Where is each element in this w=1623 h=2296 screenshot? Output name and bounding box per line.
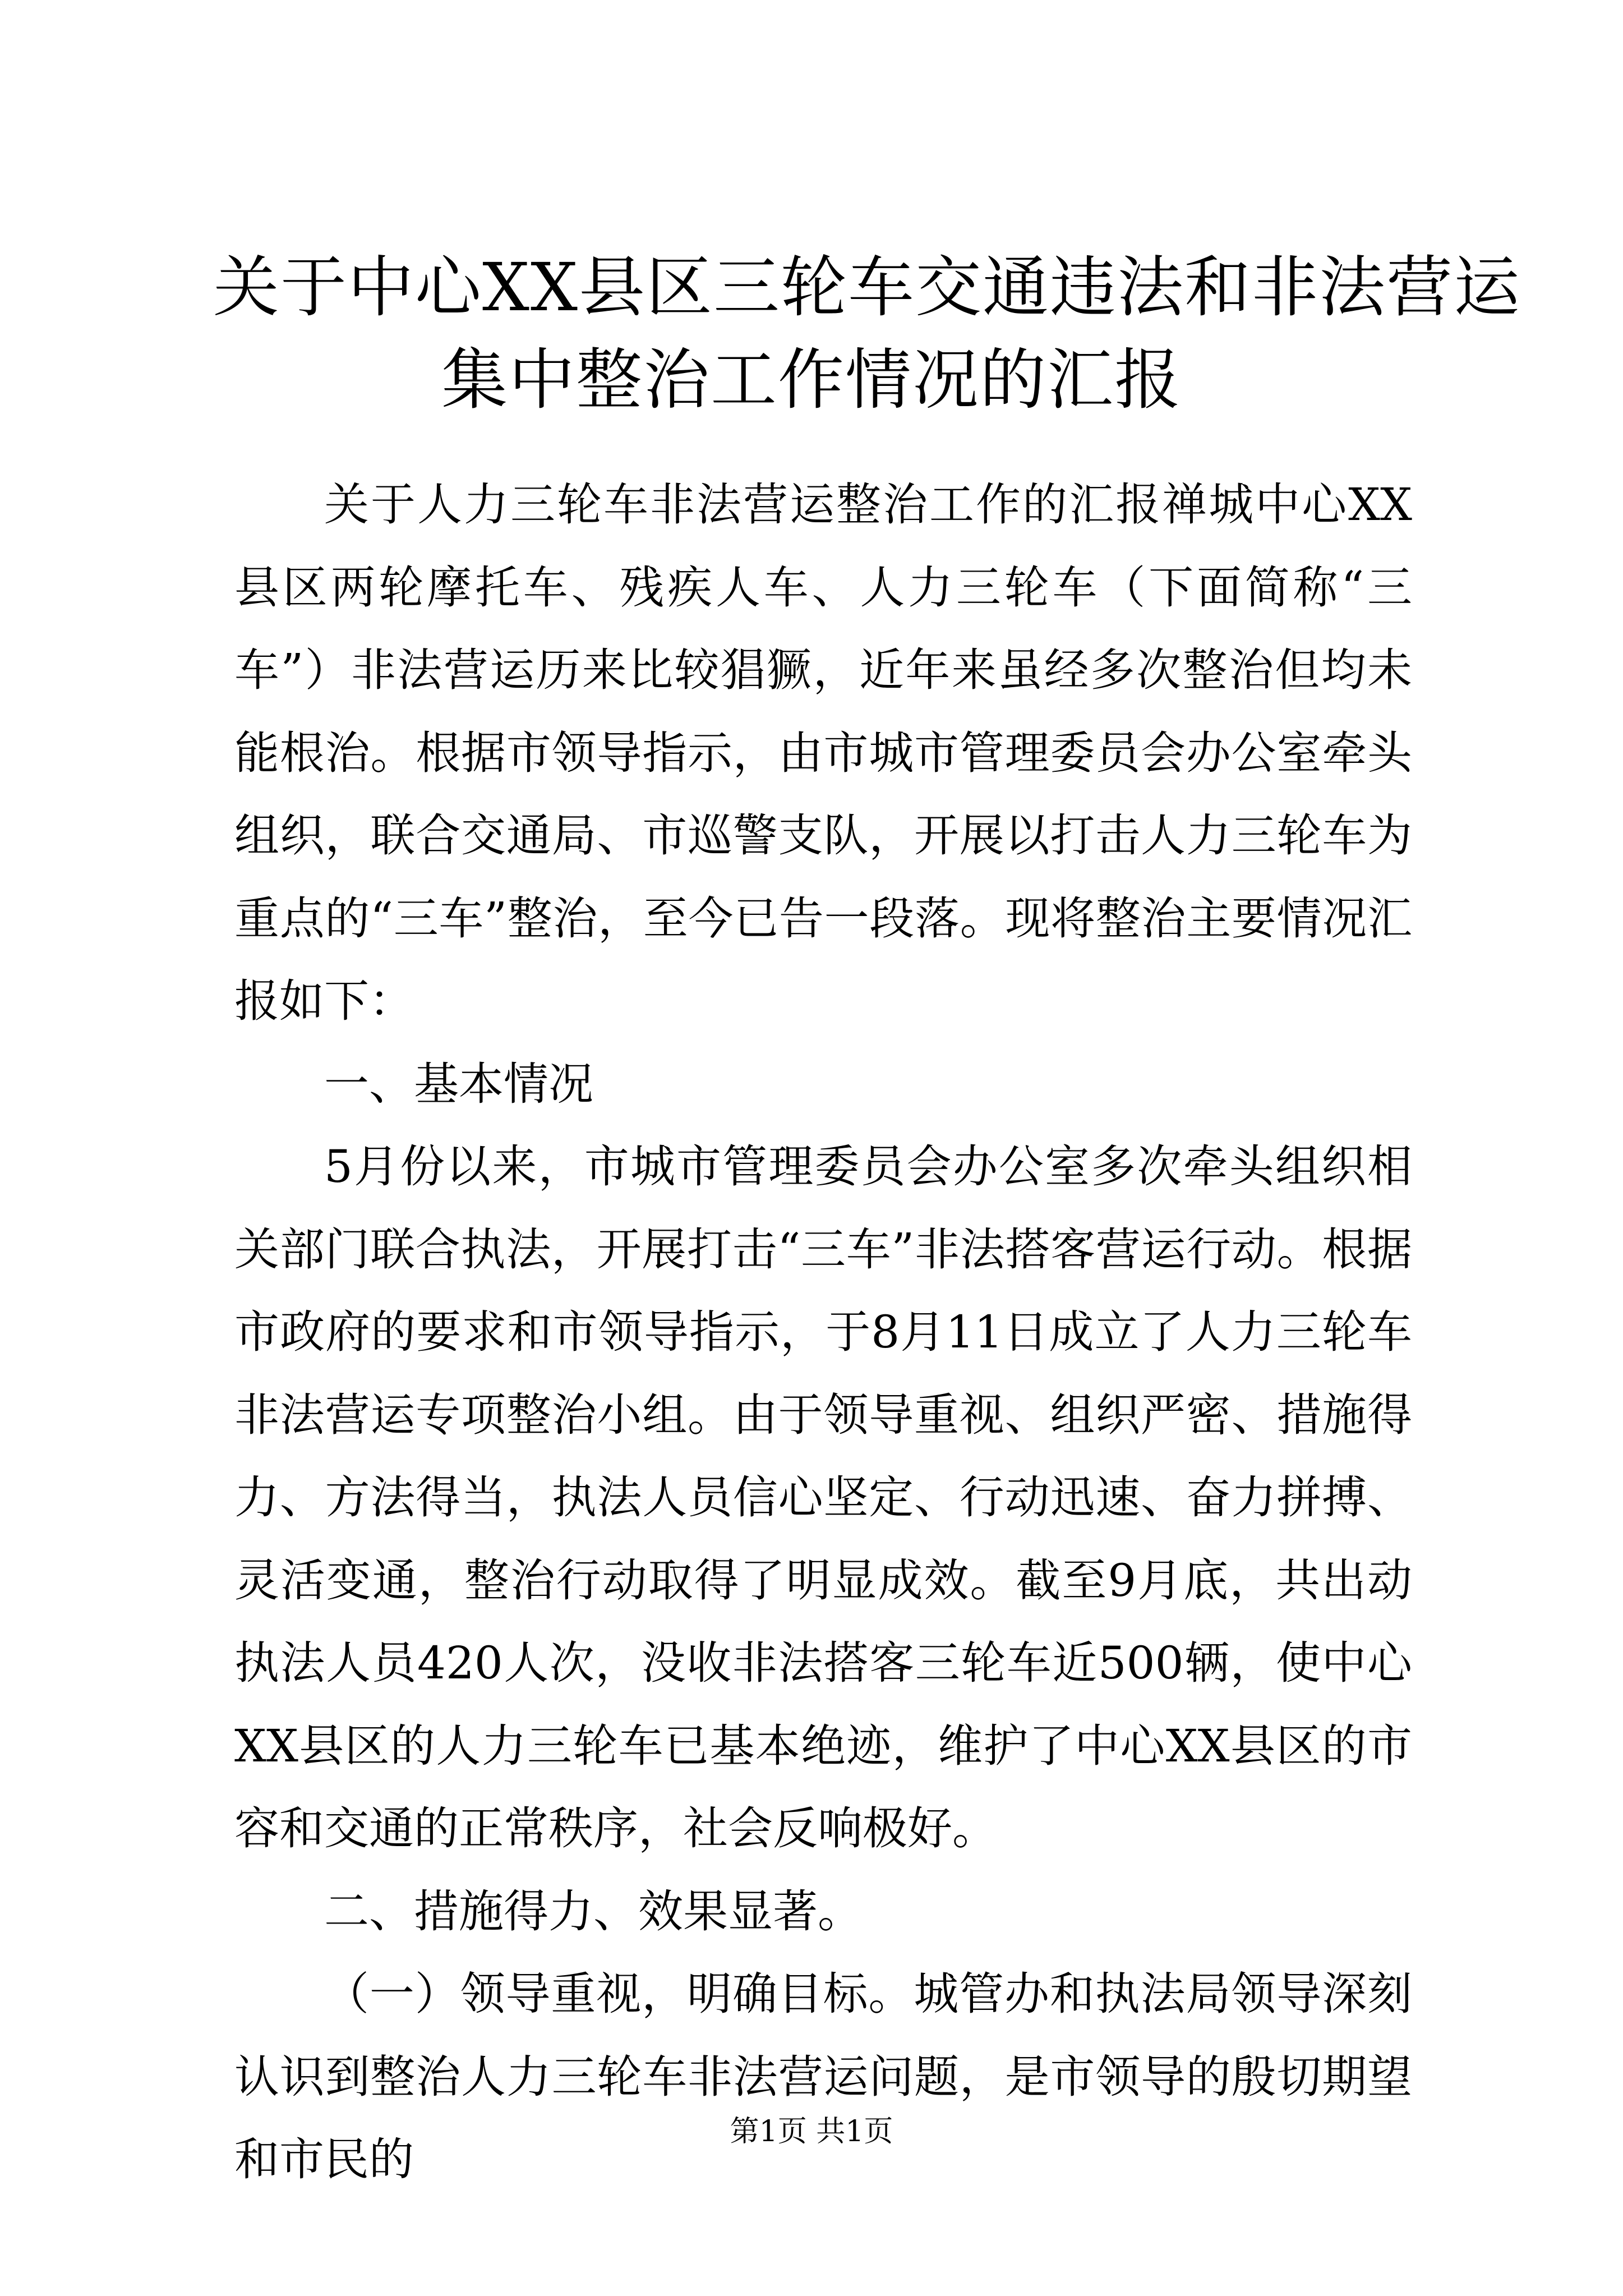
document-body <box>234 463 1412 2201</box>
title-line-1: 关于中心XX县区三轮车交通违法和非法营运 <box>213 249 1521 326</box>
paragraph-measures: （一）领导重视，明确目标。城管办和执法局领导深刻认识到整治人力三轮车非法营运问题，是市领导的殷切期望和市民的 <box>234 1968 1412 2185</box>
document-title <box>213 241 1521 426</box>
section-heading-1: 一、基本情况 <box>324 1057 593 1110</box>
paragraph-basic-situation: 5月份以来，市城市管理委员会办公室多次牵头组织相关部门联合执法，开展打击“三车”非法搭客营运行动。根据市政府的要求和市领导指示，于8月11日成立了人力三轮车非法营运专项整治小组。由于领导重视、组织严密、措施得力、方法得当，执法人员信心坚定、行动迅速、奋力拼搏、灵活变通，整治行动取得了明显成效。截至9月底，共出动执法人员420人次，没收非法搭客三轮车近500辆，使中心XX县区的人力三轮车已基本绝迹，维护了中心XX县区的市容和交通的正常秩序，社会反响极好。 <box>234 1140 1412 1855</box>
page-footer: 第1页 共1页 <box>730 2115 893 2148</box>
section-heading-2: 二、措施得力、效果显著。 <box>324 1885 863 1938</box>
paragraph-intro: 关于人力三轮车非法营运整治工作的汇报禅城中心XX县区两轮摩托车、残疾人车、人力三轮车（下面简称“三车”）非法营运历来比较猖獗，近年来虽经多次整治但均未能根治。根据市领导指示，由市城市管理委员会办公室牵头组织，联合交通局、市巡警支队，开展以打击人力三轮车为重点的“三车”整治，至今已告一段落。现将整治主要情况汇报如下： <box>234 478 1412 1027</box>
title-line-2: 集中整治工作情况的汇报 <box>441 341 1182 418</box>
